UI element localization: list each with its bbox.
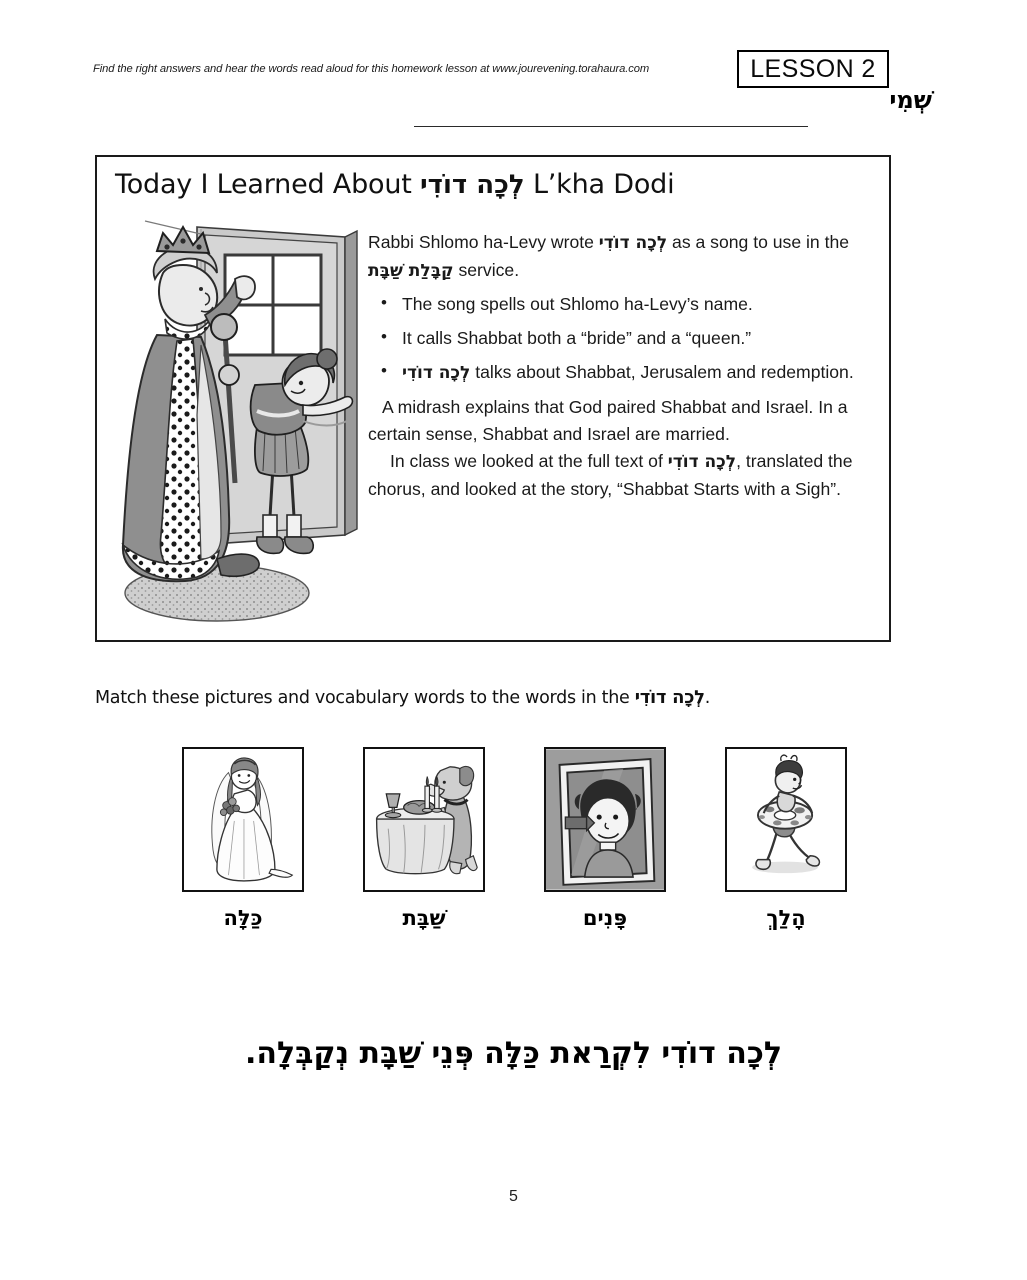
lesson-box-title-prefix: Today I Learned About — [115, 169, 421, 200]
list-item — [402, 325, 882, 351]
vocab-card-panim[interactable] — [544, 747, 666, 930]
vocab-label-kallah: כַּלָּה — [223, 906, 263, 930]
lesson-box-title — [115, 169, 674, 200]
intro-part2: as a song to use in the — [667, 232, 850, 252]
match-instruction — [95, 687, 710, 708]
list-item — [402, 291, 882, 317]
intro-part1: Rabbi Shlomo ha-Levy wrote — [368, 232, 599, 252]
intro-hebrew-kabbalat-shabbat: קַבָּלַת שַׁבָּת — [368, 261, 454, 281]
name-write-in-rule — [414, 126, 808, 127]
intro-hebrew-lkha-dodi: לְכָה דוֹדִי — [598, 233, 668, 253]
match-instruction-hebrew: לְכָה דוֹדִי — [634, 687, 705, 708]
bride-illustration-frame — [182, 747, 304, 892]
shabbat-queen-illustration — [105, 215, 373, 635]
in-class-part1: In class we looked at the full text of — [390, 451, 668, 471]
bullet-text: talks about Shabbat, Jerusalem and redemption. — [470, 362, 854, 382]
name-label-hebrew: שְׁמִי — [889, 86, 932, 114]
homework-header-note: Find the right answers and hear the words read aloud for this homework lesson at www.jourevening.torahaura.com — [93, 63, 650, 75]
shabbat-table-illustration-frame — [363, 747, 485, 892]
lesson-body-text — [368, 229, 882, 503]
vocab-card-kallah[interactable] — [182, 747, 304, 930]
lesson-box-title-hebrew: לְכָה דוֹדִי — [420, 170, 525, 200]
lesson-badge — [737, 50, 889, 88]
lesson-bullet-list — [368, 291, 882, 386]
vocab-label-panim: פָּנִים — [582, 906, 628, 930]
match-instruction-part2: . — [704, 688, 710, 708]
bullet-text: The song spells out Shlomo ha-Levy’s name. — [402, 294, 753, 314]
intro-paragraph — [368, 229, 882, 285]
match-instruction-part1: Match these pictures and vocabulary words to the words in the — [95, 688, 635, 708]
face-in-mirror-illustration-frame — [544, 747, 666, 892]
vocabulary-picture-cards — [182, 747, 847, 930]
walking-child-illustration-frame — [725, 747, 847, 892]
in-class-part2: , translated the chorus, and looked at the story, “Shabbat Starts with a Sigh”. — [368, 451, 853, 499]
bullet-hebrew-lkha-dodi: לְכָה דוֹדִי — [402, 363, 471, 383]
vocab-label-shabbat: שַׁבָּת — [402, 906, 446, 930]
in-class-hebrew-lkha-dodi: לְכָה דוֹדִי — [667, 452, 737, 472]
in-class-paragraph — [368, 448, 882, 503]
lesson-box-title-suffix: L’kha Dodi — [524, 169, 675, 200]
bullet-text: It calls Shabbat both a “bride” and a “queen.” — [402, 328, 752, 348]
midrash-paragraph: A midrash explains that God paired Shabbat and Israel. In a certain sense, Shabbat and Israel are married. — [368, 397, 848, 444]
lkha-dodi-verse: לְכָה דוֹדִי לִקְרַאת כַּלָּה פְּנֵי שַׁבָּת נְקַבְּלָה. — [244, 1036, 783, 1071]
lesson-content-box — [95, 155, 891, 642]
vocab-card-shabbat[interactable] — [363, 747, 485, 930]
list-item — [402, 359, 882, 386]
vocab-label-halakh: הָלַךְ — [766, 906, 806, 930]
vocab-card-halakh[interactable] — [725, 747, 847, 930]
lesson-badge-label: LESSON 2 — [750, 54, 876, 83]
page-number: 5 — [509, 1188, 518, 1205]
intro-part3: service. — [453, 260, 520, 280]
